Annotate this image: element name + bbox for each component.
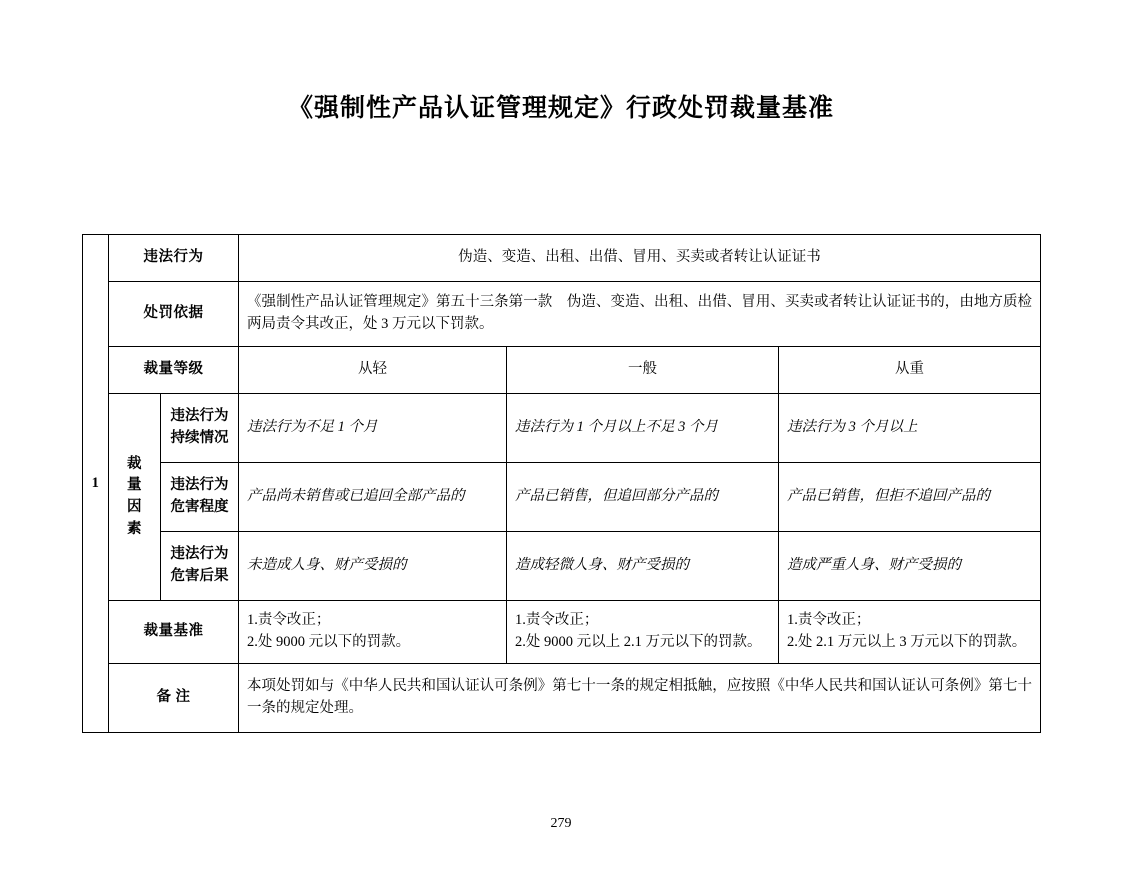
- label-remark: 备 注: [109, 664, 239, 733]
- factor-harm-degree-heavy: 产品已销售，但拒不追回产品的: [779, 463, 1041, 532]
- remark-text: 本项处罚如与《中华人民共和国认证认可条例》第七十一条的规定相抵触，应按照《中华人民共和国认证认可条例》第七十一条的规定处理。: [239, 664, 1041, 733]
- label-discretion-factors: [109, 394, 161, 601]
- discretion-table-wrapper: [82, 234, 1040, 733]
- label-factor-duration-line1: 违法行为: [170, 408, 229, 425]
- label-discretion-level: 裁量等级: [109, 347, 239, 394]
- table-row: [83, 235, 1041, 282]
- label-factor-harm-result: [161, 532, 239, 601]
- label-factor-duration-line2: 持续情况: [170, 430, 229, 446]
- label-violation: 违法行为: [109, 235, 239, 282]
- label-discretion-standard: 裁量基准: [109, 601, 239, 664]
- label-penalty-basis: 处罚依据: [109, 282, 239, 347]
- factors-label-char-4: 素: [127, 520, 142, 537]
- table-row: [83, 282, 1041, 347]
- level-general: 一般: [507, 347, 779, 394]
- penalty-basis-text: 《强制性产品认证管理规定》第五十三条第一款 伪造、变造、出租、出借、冒用、买卖或者转让认证证书的，由地方质检两局责令其改正，处 3 万元以下罚款。: [239, 282, 1041, 347]
- factors-label-char-3: 因: [127, 499, 142, 515]
- level-heavy: 从重: [779, 347, 1041, 394]
- standard-general-line1: 1.责令改正；: [515, 612, 599, 629]
- factor-duration-light: 违法行为不足 1 个月: [239, 394, 507, 463]
- factor-harm-degree-light: 产品尚未销售或已追回全部产品的: [239, 463, 507, 532]
- label-factor-harm-result-line2: 危害后果: [170, 568, 229, 584]
- factor-harm-degree-general: 产品已销售，但追回部分产品的: [507, 463, 779, 532]
- discretion-table: [82, 234, 1041, 733]
- standard-light-line1: 1.责令改正；: [247, 612, 331, 629]
- document-page: [0, 88, 1122, 881]
- row-index: 1: [83, 235, 109, 733]
- violation-text: 伪造、变造、出租、出借、冒用、买卖或者转让认证证书: [239, 235, 1041, 282]
- label-factor-duration: [161, 394, 239, 463]
- table-row: [83, 394, 1041, 463]
- page-title: 《强制性产品认证管理规定》行政处罚裁量基准: [287, 95, 834, 122]
- standard-heavy-line1: 1.责令改正；: [787, 612, 871, 629]
- table-row: [83, 601, 1041, 664]
- page-number: 279: [550, 816, 572, 831]
- table-row: [83, 532, 1041, 601]
- factors-label-char-2: 量: [127, 477, 142, 494]
- level-light: 从轻: [239, 347, 507, 394]
- factor-harm-result-general: 造成轻微人身、财产受损的: [507, 532, 779, 601]
- label-factor-harm-degree-line2: 危害程度: [170, 499, 229, 515]
- factor-duration-general: 违法行为 1 个月以上不足 3 个月: [507, 394, 779, 463]
- factor-harm-result-light: 未造成人身、财产受损的: [239, 532, 507, 601]
- standard-heavy: [779, 601, 1041, 664]
- standard-general: [507, 601, 779, 664]
- table-row: [83, 664, 1041, 733]
- standard-light: [239, 601, 507, 664]
- label-factor-harm-degree-line1: 违法行为: [170, 477, 229, 494]
- label-factor-harm-result-line1: 违法行为: [170, 546, 229, 563]
- table-row: [83, 463, 1041, 532]
- factors-label-char-1: 裁: [127, 455, 142, 472]
- standard-general-line2: 2.处 9000 元以上 2.1 万元以下的罚款。: [515, 634, 762, 650]
- factor-harm-result-heavy: 造成严重人身、财产受损的: [779, 532, 1041, 601]
- label-factor-harm-degree: [161, 463, 239, 532]
- standard-light-line2: 2.处 9000 元以下的罚款。: [247, 634, 411, 650]
- standard-heavy-line2: 2.处 2.1 万元以上 3 万元以下的罚款。: [787, 634, 1027, 650]
- table-row: [83, 347, 1041, 394]
- factor-duration-heavy: 违法行为 3 个月以上: [779, 394, 1041, 463]
